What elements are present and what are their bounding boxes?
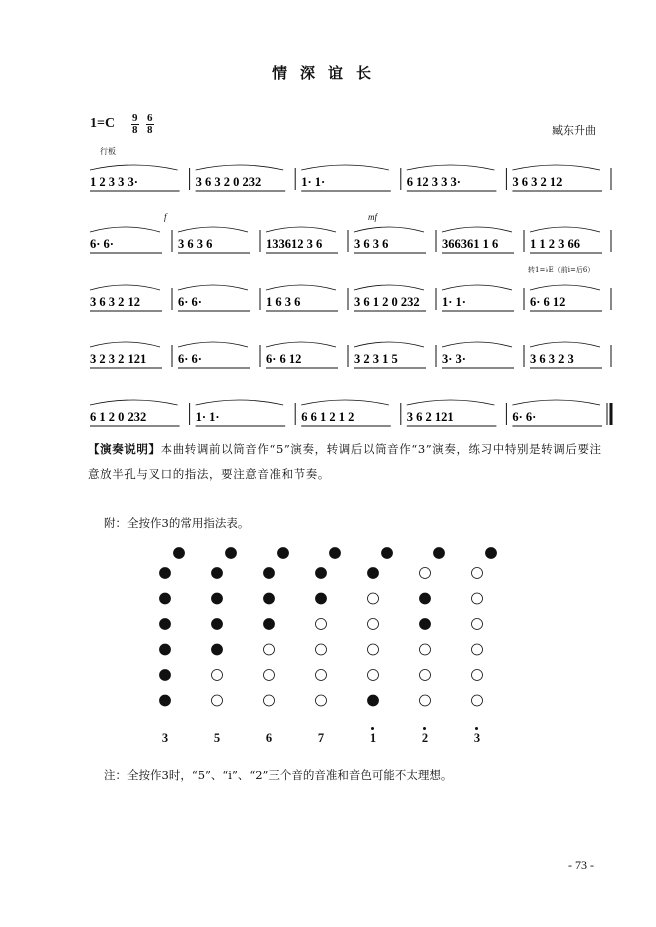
- slur: [266, 227, 336, 232]
- hole-closed: [316, 568, 327, 579]
- hole-open: [472, 568, 483, 579]
- fingering-note-label: 3: [467, 731, 487, 746]
- hole-open: [368, 644, 379, 655]
- meter-2-num: 6: [147, 112, 153, 124]
- thumb-hole-closed: [434, 548, 445, 559]
- measure-notes: 3 6 3 2 0 232: [195, 175, 262, 189]
- slur: [442, 285, 512, 290]
- measure-notes: 6· 6 12: [266, 352, 302, 366]
- music-line: [84, 280, 612, 328]
- modulation-marking: 转1=♭E（前i=后6）: [528, 266, 595, 274]
- slur: [354, 285, 424, 290]
- hole-open: [472, 670, 483, 681]
- measure-notes: 3 6 3 2 12: [90, 295, 140, 309]
- hole-open: [368, 593, 379, 604]
- slur: [178, 285, 248, 290]
- fingering-note-label: 5: [213, 731, 221, 745]
- hole-open: [368, 670, 379, 681]
- measure-notes: 6 1 2 0 232: [90, 410, 147, 424]
- thumb-hole-closed: [486, 548, 497, 559]
- hole-open: [472, 619, 483, 630]
- hole-closed: [420, 593, 431, 604]
- measure-notes: 6· 6·: [178, 352, 202, 366]
- measure-notes: 6 12 3 3 3·: [406, 175, 461, 189]
- hole-open: [472, 644, 483, 655]
- slur: [266, 342, 336, 347]
- measure-notes: 3 2 3 1 5: [354, 352, 398, 366]
- music-line: [84, 337, 612, 385]
- hole-closed: [316, 593, 327, 604]
- measure-notes: 3 6 3 2 3: [530, 352, 574, 366]
- hole-open: [212, 670, 223, 681]
- hole-closed: [368, 695, 379, 706]
- slur: [301, 400, 389, 405]
- music-line-svg: [84, 222, 612, 270]
- appendix-heading: 附：全按作3的常用指法表。: [104, 516, 250, 530]
- hole-closed: [212, 593, 223, 604]
- slur: [407, 400, 495, 405]
- measure-notes: 3 2 3 2 121: [90, 352, 147, 366]
- slur: [530, 342, 600, 347]
- slur: [301, 165, 389, 170]
- measure-notes: 6· 6·: [90, 237, 114, 251]
- measure-notes: 1· 1·: [301, 175, 326, 189]
- slur: [178, 342, 248, 347]
- hole-closed: [264, 568, 275, 579]
- slur: [530, 227, 600, 232]
- slur: [530, 285, 600, 290]
- octave-dot: [423, 727, 426, 730]
- music-line-svg: [84, 395, 612, 443]
- footnote: 注：全按作3时，“5”、“i”、“2”三个音的音准和音色可能不太理想。: [104, 768, 453, 782]
- hole-open: [316, 695, 327, 706]
- thumb-hole-closed: [330, 548, 341, 559]
- music-line: [84, 222, 612, 270]
- notes-text: 本曲转调前以筒音作“5”演奏，转调后以筒音作“3”演奏，练习中特别是转调后要注意放半孔与叉口的指法，要注意音准和节奏。: [88, 442, 602, 481]
- music-line-svg: [84, 160, 612, 208]
- fingering-chart: [140, 541, 520, 756]
- meter-2: [146, 113, 154, 136]
- slur: [90, 285, 160, 290]
- music-line-svg: [84, 280, 612, 328]
- slur: [442, 342, 512, 347]
- slur: [196, 400, 284, 405]
- octave-dot: [371, 727, 374, 730]
- measure-notes: 1 6 3 6: [266, 295, 301, 309]
- measure-notes: 1 1 2 3 66: [530, 237, 580, 251]
- music-line: [84, 160, 612, 208]
- hole-open: [420, 644, 431, 655]
- measure-notes: 133612 3 6: [266, 237, 323, 251]
- meter-1: [131, 113, 139, 136]
- meter-1-den: 8: [132, 124, 138, 136]
- slur: [196, 165, 284, 170]
- slur: [178, 227, 248, 232]
- page-title: 情深谊长: [271, 64, 384, 82]
- fingering-note-label: 7: [317, 731, 325, 745]
- hole-open: [316, 644, 327, 655]
- hole-closed: [160, 695, 171, 706]
- thumb-hole-closed: [174, 548, 185, 559]
- hole-closed: [368, 568, 379, 579]
- thumb-hole-closed: [278, 548, 289, 559]
- hole-open: [420, 568, 431, 579]
- measure-notes: 3· 3·: [442, 352, 466, 366]
- key-signature: 1=C: [90, 116, 116, 131]
- hole-open: [264, 695, 275, 706]
- measure-notes: 366361 1 6: [442, 237, 499, 251]
- hole-open: [264, 670, 275, 681]
- hole-open: [420, 695, 431, 706]
- measure-notes: 6· 6·: [178, 295, 202, 309]
- hole-open: [316, 670, 327, 681]
- meter-2-den: 8: [147, 124, 153, 136]
- hole-closed: [160, 670, 171, 681]
- thumb-hole-closed: [382, 548, 393, 559]
- measure-notes: 6 6 1 2 1 2: [301, 410, 355, 424]
- hole-closed: [160, 568, 171, 579]
- measure-notes: 6· 6·: [512, 410, 537, 424]
- measure-notes: 3 6 3 2 12: [512, 175, 563, 189]
- composer: 臧东升曲: [552, 124, 596, 137]
- fingering-note-label: 6: [265, 731, 273, 745]
- hole-closed: [212, 644, 223, 655]
- measure-notes: 3 6 1 2 0 232: [354, 295, 420, 309]
- hole-open: [212, 695, 223, 706]
- hole-closed: [212, 568, 223, 579]
- measure-notes: 1· 1·: [195, 410, 220, 424]
- hole-open: [420, 670, 431, 681]
- hole-open: [472, 593, 483, 604]
- measure-notes: 1 2 3 3 3·: [90, 175, 138, 189]
- slur: [354, 342, 424, 347]
- hole-open: [472, 695, 483, 706]
- dynamic-forte: f: [164, 212, 167, 222]
- performance-notes: [88, 437, 613, 487]
- fingering-note-label: 2: [415, 731, 435, 746]
- tempo-marking: 行板: [100, 147, 116, 156]
- fingering-note-label: 3: [161, 731, 169, 745]
- hole-closed: [160, 619, 171, 630]
- slur: [407, 165, 495, 170]
- octave-dot: [475, 727, 478, 730]
- slur: [512, 165, 600, 170]
- slur: [512, 400, 600, 405]
- thumb-hole-closed: [226, 548, 237, 559]
- meter-1-num: 9: [132, 112, 138, 124]
- slur: [442, 227, 512, 232]
- hole-closed: [160, 593, 171, 604]
- hole-closed: [212, 619, 223, 630]
- hole-closed: [160, 644, 171, 655]
- slur: [266, 285, 336, 290]
- hole-closed: [420, 619, 431, 630]
- slur: [90, 342, 160, 347]
- slur: [90, 227, 160, 232]
- measure-notes: 3 6 3 6: [354, 237, 389, 251]
- page-number: - 73 -: [568, 858, 594, 872]
- slur: [354, 227, 424, 232]
- measure-notes: 1· 1·: [442, 295, 466, 309]
- slur: [90, 400, 178, 405]
- music-line: [84, 395, 612, 443]
- hole-closed: [264, 619, 275, 630]
- hole-open: [368, 619, 379, 630]
- hole-open: [264, 644, 275, 655]
- notes-label: 【演奏说明】: [88, 442, 161, 456]
- slur: [90, 165, 178, 170]
- dynamic-mezzo-forte: mf: [368, 212, 377, 222]
- measure-notes: 3 6 2 121: [406, 410, 454, 424]
- measure-notes: 3 6 3 6: [178, 237, 213, 251]
- fingering-note-label: 1: [363, 731, 383, 746]
- music-line-svg: [84, 337, 612, 385]
- measure-notes: 6· 6 12: [530, 295, 566, 309]
- hole-closed: [264, 593, 275, 604]
- hole-open: [316, 619, 327, 630]
